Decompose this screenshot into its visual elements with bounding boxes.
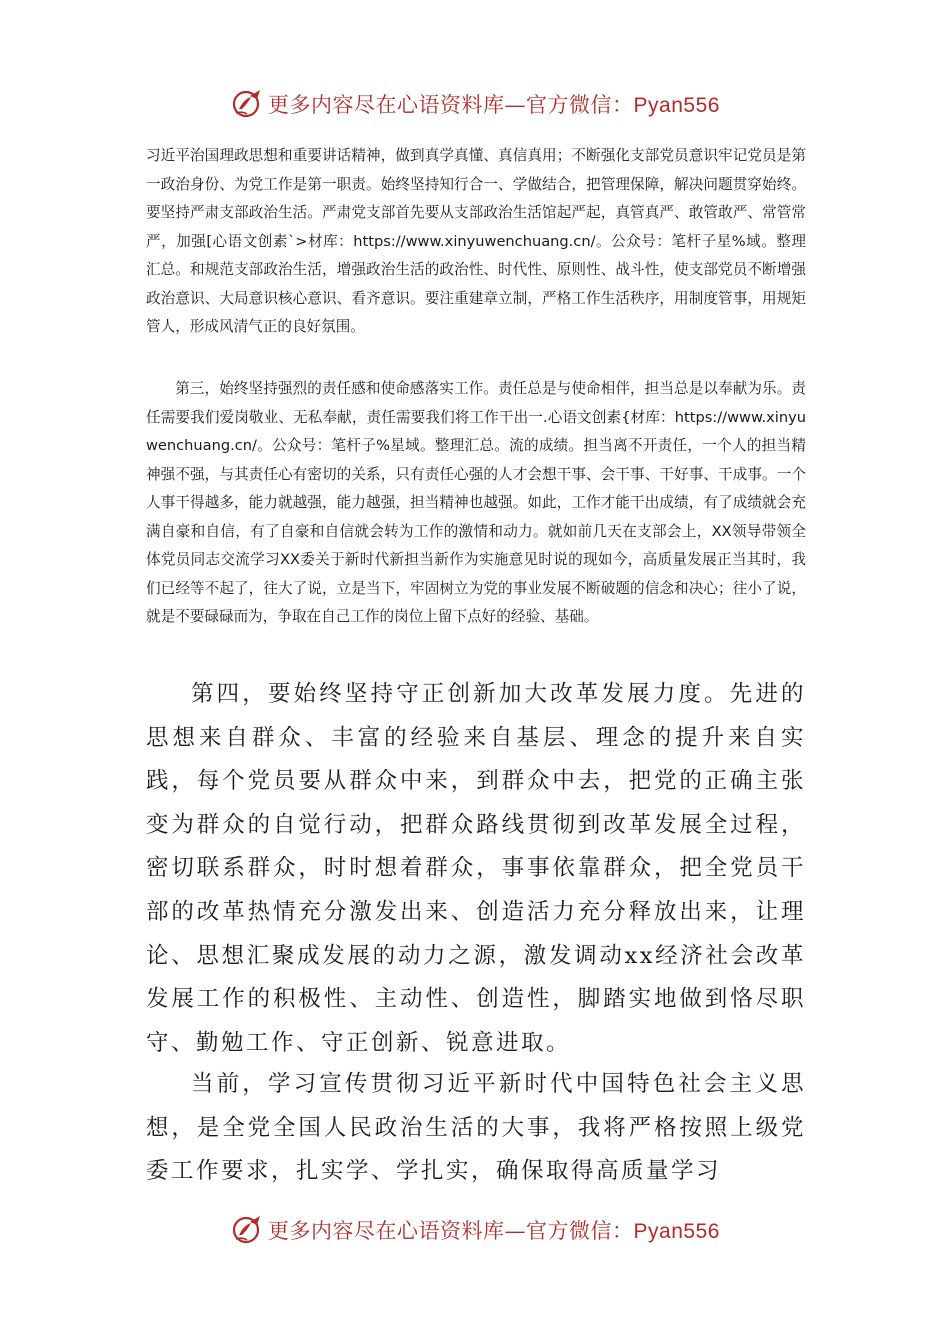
paragraph-conclusion: 当前，学习宣传贯彻习近平新时代中国特色社会主义思想，是全党全国人民政治生活的大事，我将严格按照上级党委工作要求，扎实学、学扎实，确保取得高质量学习 bbox=[146, 1071, 806, 1185]
pen-writing-logo-icon bbox=[230, 87, 264, 121]
paragraph-third-point: 第三，始终坚持强烈的责任感和使命感落实工作。责任总是与使命相伴，担当总是以奉献为乐。责任需要我们爱岗敬业、无私奉献，责任需要我们将工作干出一.心语文创素{材库：https://www.xinyuwenchuang.cn/。公众号：笔杆子%星域。整理汇总。流的成绩。担当离不开责任，一个人的担当精神强不强，与其责任心有密切的关系，只有责任心强的人才会想干事、会干事、干好事、干成事。一个人事干得越多，能力就越强，能力越强，担当精神也越强。如此，工作才能干出成绩，有了成绩就会充满自豪和自信，有了自豪和自信就会转为工作的激情和动力。就如前几天在支部会上，XX领导带领全体党员同志交流学习XX委关于新时代新担当新作为实施意见时说的现如今，高质量发展正当其时，我们已经等不起了，往大了说，立是当下，牢固树立为党的事业发展不断破题的信念和决心；往小了说，就是不要碌碌而为，争取在自己工作的岗位上留下点好的经验、基础。 bbox=[146, 380, 806, 625]
wechat-id: Pyan556 bbox=[633, 1220, 720, 1243]
document-section-small-2 bbox=[146, 375, 806, 632]
banner-text: 更多内容尽在心语资料库—官方微信：Pyan556 bbox=[268, 1219, 720, 1243]
header-banner bbox=[0, 84, 950, 124]
document-section-large-2 bbox=[146, 1063, 806, 1194]
paragraph-fourth-point: 第四，要始终坚持守正创新加大改革发展力度。先进的思想来自群众、丰富的经验来自基层、理念的提升来自实践，每个党员要从群众中来，到群众中去，把党的正确主张变为群众的自觉行动，把群众路线贯彻到改革发展全过程，密切联系群众，时时想着群众，事事依靠群众，把全党员干部的改革热情充分激发出来、创造活力充分释放出来，让理论、思想汇聚成发展的动力之源，激发调动xx经济社会改革发展工作的积极性、主动性、创造性，脚踏实地做到恪尽职守、勤勉工作、守正创新、锐意进取。 bbox=[146, 681, 806, 1056]
paragraph-continued: 习近平治国理政思想和重要讲话精神，做到真学真懂、真信真用；不断强化支部党员意识牢记党员是第一政治身份、为党工作是第一职责。始终坚持知行合一、学做结合，把管理保障，解决问题贯穿始终。要坚持严肃支部政治生活。严肃党支部首先要从支部政治生活馆起严起，真管真严、敢管敢严、常管常严，加强[心语文创素`>材库：https://www.xinyuwenchuang.cn/。公众号：笔杆子星%域。整理汇总。和规范支部政治生活，增强政治生活的政治性、时代性、原则性、战斗性，使支部党员不断增强政治意识、大局意识核心意识、看齐意识。要注重建章立制，严格工作生活秩序，用制度管事，用规矩管人，形成风清气正的良好氛围。 bbox=[146, 147, 806, 335]
wechat-id: Pyan556 bbox=[633, 94, 720, 117]
banner-text: 更多内容尽在心语资料库—官方微信：Pyan556 bbox=[268, 93, 720, 117]
footer-banner bbox=[0, 1210, 950, 1250]
pen-writing-logo-icon bbox=[230, 1213, 264, 1247]
document-section-small-1 bbox=[146, 142, 806, 342]
document-section-large-1 bbox=[146, 673, 806, 1065]
